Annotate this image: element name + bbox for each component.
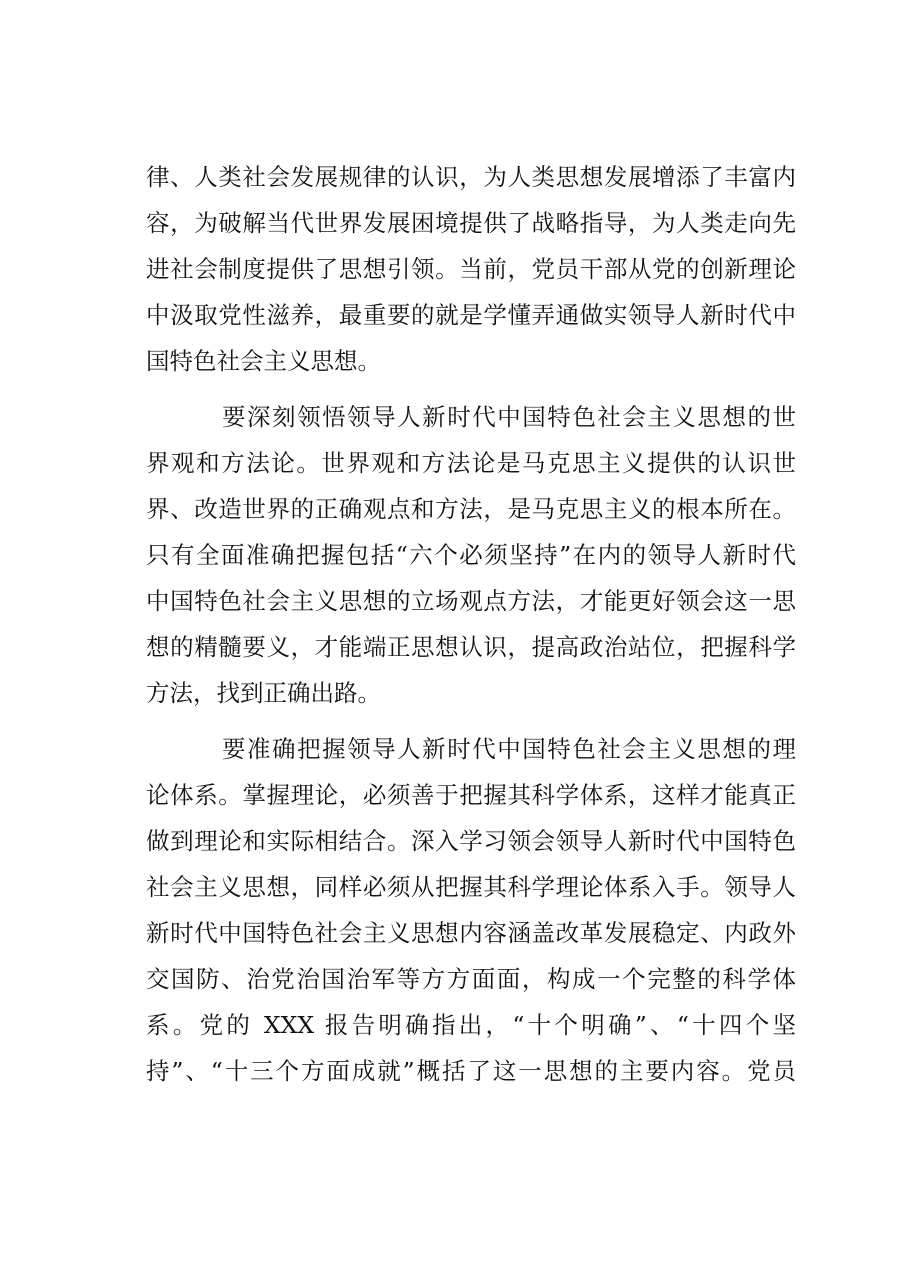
- text-line: 要准确把握领导人新时代中国特色社会主义思想的理: [222, 735, 796, 763]
- text-line: 界观和方法论。世界观和方法论是马克思主义提供的认识世: [146, 449, 796, 477]
- body-text: [146, 154, 796, 1094]
- text-line: 要深刻领悟领导人新时代中国特色社会主义思想的世: [222, 403, 796, 431]
- text-line: 只有全面准确把握包括“六个必须坚持”在内的领导人新时代: [146, 541, 796, 569]
- text-line: 方法，找到正确出路。: [146, 679, 381, 707]
- text-line: 持”、“十三个方面成就”概括了这一思想的主要内容。党员: [146, 1057, 796, 1085]
- text-line: 想的精髓要义，才能端正思想认识，提高政治站位，把握科学: [146, 633, 796, 661]
- text-line: 论体系。掌握理论，必须善于把握其科学体系，这样才能真正: [146, 781, 796, 809]
- paragraph-2: [146, 394, 796, 716]
- text-line: 社会主义思想，同样必须从把握其科学理论体系入手。领导人: [146, 873, 796, 901]
- text-line: 国特色社会主义思想。: [146, 347, 381, 375]
- text-line: 界、改造世界的正确观点和方法，是马克思主义的根本所在。: [146, 495, 796, 523]
- text-line: 系。党的 XXX 报告明确指出，“十个明确”、“十四个坚: [146, 1011, 796, 1039]
- paragraph-3: [146, 726, 796, 1094]
- paragraph-1: [146, 154, 796, 384]
- text-line: 做到理论和实际相结合。深入学习领会领导人新时代中国特色: [146, 827, 796, 855]
- text-line: 律、人类社会发展规律的认识，为人类思想发展增添了丰富内: [146, 163, 796, 191]
- text-line: 新时代中国特色社会主义思想内容涵盖改革发展稳定、内政外: [146, 919, 796, 947]
- text-line: 交国防、治党治国治军等方方面面，构成一个完整的科学体: [146, 965, 796, 993]
- text-line: 中国特色社会主义思想的立场观点方法，才能更好领会这一思: [146, 587, 796, 615]
- text-line: 中汲取党性滋养，最重要的就是学懂弄通做实领导人新时代中: [146, 301, 796, 329]
- text-line: 进社会制度提供了思想引领。当前，党员干部从党的创新理论: [146, 255, 796, 283]
- text-line: 容，为破解当代世界发展困境提供了战略指导，为人类走向先: [146, 209, 796, 237]
